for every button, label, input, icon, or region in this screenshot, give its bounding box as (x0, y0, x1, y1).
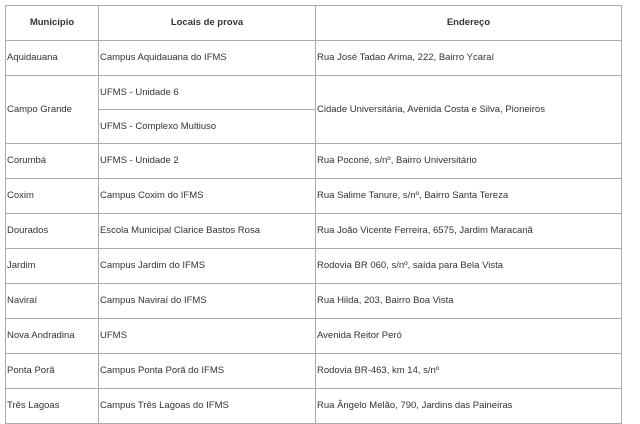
table-row (6, 76, 622, 110)
municipio-cell: Campo Grande (6, 76, 99, 144)
local-cell: UFMS - Unidade 2 (99, 144, 316, 179)
header-endereco: Endereço (316, 6, 622, 41)
municipio-cell: Nova Andradina (6, 319, 99, 354)
municipio-cell: Aquidauana (6, 41, 99, 76)
table-row (6, 144, 622, 179)
table-row (6, 319, 622, 354)
exam-locations-table (5, 5, 622, 424)
local-cell: Campus Jardim do IFMS (99, 249, 316, 284)
local-cell: UFMS (99, 319, 316, 354)
header-municipio: Município (6, 6, 99, 41)
municipio-cell: Naviraí (6, 284, 99, 319)
municipio-cell: Coxim (6, 179, 99, 214)
local-cell: Campus Coxim do IFMS (99, 179, 316, 214)
header-locais: Locais de prova (99, 6, 316, 41)
municipio-cell: Dourados (6, 214, 99, 249)
endereco-cell: Rua Poconé, s/nº, Bairro Universitário (316, 144, 622, 179)
endereco-cell: Rua José Tadao Arima, 222, Bairro Ycaraí (316, 41, 622, 76)
local-cell: Escola Municipal Clarice Bastos Rosa (99, 214, 316, 249)
endereco-cell: Rua João Vicente Ferreira, 6575, Jardim Maracanã (316, 214, 622, 249)
local-cell: Campus Ponta Porã do IFMS (99, 354, 316, 389)
table-row (6, 389, 622, 424)
endereco-cell: Rua Ângelo Melão, 790, Jardins das Paineiras (316, 389, 622, 424)
municipio-cell: Três Lagoas (6, 389, 99, 424)
table-row (6, 214, 622, 249)
endereco-cell: Rodovia BR 060, s/nº, saída para Bela Vista (316, 249, 622, 284)
table-row (6, 41, 622, 76)
local-cell: Campus Três Lagoas do IFMS (99, 389, 316, 424)
endereco-cell: Rua Hilda, 203, Bairro Boa Vista (316, 284, 622, 319)
table-row (6, 284, 622, 319)
endereco-cell: Avenida Reitor Peró (316, 319, 622, 354)
municipio-cell: Corumbá (6, 144, 99, 179)
local-cell: Campus Naviraí do IFMS (99, 284, 316, 319)
table-row (6, 354, 622, 389)
local-cell: UFMS - Unidade 6 (99, 76, 316, 110)
table-row (6, 249, 622, 284)
local-cell: UFMS - Complexo Multiuso (99, 110, 316, 144)
endereco-cell: Rua Salime Tanure, s/nº, Bairro Santa Tereza (316, 179, 622, 214)
table-row (6, 179, 622, 214)
endereco-cell: Cidade Universitária, Avenida Costa e Silva, Pioneiros (316, 76, 622, 144)
endereco-cell: Rodovia BR-463, km 14, s/nº (316, 354, 622, 389)
municipio-cell: Jardim (6, 249, 99, 284)
header-row (6, 6, 622, 41)
local-cell: Campus Aquidauana do IFMS (99, 41, 316, 76)
municipio-cell: Ponta Porã (6, 354, 99, 389)
